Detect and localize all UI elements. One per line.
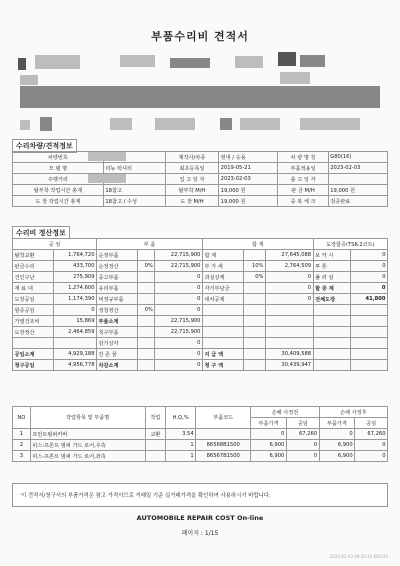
- settlement-section-title: 수리비 정산정보: [12, 226, 70, 240]
- settlement-value: 0: [155, 272, 203, 283]
- settlement-label: [202, 338, 243, 349]
- redacted-block: [235, 56, 263, 68]
- settlement-value: 0%: [244, 272, 266, 283]
- settlement-label: 도장공임: [13, 294, 54, 305]
- vehicle-field-label: 판 금 M/H: [278, 185, 328, 196]
- settlement-value: 0: [155, 360, 203, 371]
- parts-header-cell: 작업: [145, 407, 166, 429]
- parts-cell: [196, 429, 251, 440]
- settlement-label: 판금수리: [13, 261, 54, 272]
- vehicle-field-value: 현대 / 승용: [219, 152, 278, 163]
- settlement-row: [13, 250, 388, 261]
- settlement-value: [138, 272, 155, 283]
- settlement-label: 순정정산: [97, 261, 138, 272]
- vehicle-row: [13, 163, 388, 174]
- parts-cell: 1: [166, 451, 196, 462]
- settlement-value: 0: [350, 261, 387, 272]
- parts-cell: 1: [13, 429, 31, 440]
- redacted-block: [18, 58, 26, 70]
- price-notice: 이 견적서/청구서의 부품가격은 참고 가격이므로 거래일 기준 실거래가격을 확인하여 사용하시기 바랍니다.: [12, 483, 388, 507]
- settlement-label: 청구부품: [97, 327, 138, 338]
- parts-cell: 0: [286, 451, 319, 462]
- parts-cell: 1: [166, 440, 196, 451]
- vehicle-field-value: 2019-05-21: [219, 163, 278, 174]
- parts-subheader-cell: 공임: [355, 418, 388, 429]
- settlement-value: [54, 338, 97, 349]
- settlement-label: 풀 러 심: [313, 272, 350, 283]
- vehicle-field-label: 중 복 체 크: [278, 196, 328, 207]
- settlement-label: 청구공임: [13, 360, 54, 371]
- settlement-value: 433,700: [54, 261, 97, 272]
- settlement-value: 30,409,588: [265, 349, 313, 360]
- vehicle-field-label: 탈부착 M/H: [165, 185, 218, 196]
- settlement-row: [13, 327, 388, 338]
- redacted-block: [240, 118, 280, 130]
- vehicle-field-label: 부품적용일: [278, 163, 328, 174]
- print-timestamp: 2023-02-03 09:30:10 KIDS42: [329, 554, 388, 559]
- settlement-label: 감가상각: [97, 338, 138, 349]
- settlement-label: 합 계: [202, 250, 243, 261]
- settlement-value: [138, 316, 155, 327]
- redacted-mileage: [88, 174, 126, 183]
- parts-cell: 86567B1500: [196, 451, 251, 462]
- parts-cell: 3.54: [166, 429, 196, 440]
- settlement-label: 가열건조비: [13, 316, 54, 327]
- redacted-block: [220, 118, 232, 130]
- parts-cell: 0: [251, 429, 287, 440]
- settlement-value: 41,800: [350, 294, 387, 305]
- parts-cell: 프런트범퍼커버: [30, 429, 145, 440]
- vehicle-row: [13, 174, 388, 185]
- vehicle-field-value: [328, 174, 387, 185]
- parts-cell: 교환: [145, 429, 166, 440]
- settlement-value: [350, 305, 387, 316]
- settlement-value: 0: [155, 338, 203, 349]
- settlement-value: [244, 250, 266, 261]
- settlement-value: [138, 327, 155, 338]
- settlement-value: 275,909: [54, 272, 97, 283]
- settlement-value: [138, 338, 155, 349]
- redacted-block: [280, 72, 310, 84]
- settlement-label: [313, 360, 350, 371]
- parts-header-cell: 손해 사정전: [251, 407, 319, 418]
- settlement-value: [350, 338, 387, 349]
- vehicle-field-value: 더뉴 럭셔리: [103, 163, 165, 174]
- settlement-label: 지 급 액: [202, 349, 243, 360]
- vehicle-field-value: 2023-02-03: [219, 174, 278, 185]
- settlement-value: 22,715,900: [155, 327, 203, 338]
- redacted-block: [120, 55, 155, 67]
- dojang-header: 도장합증(TSK-2코트): [313, 239, 387, 250]
- settlement-table: [12, 238, 388, 371]
- settlement-value: [244, 349, 266, 360]
- settlement-label: [202, 316, 243, 327]
- settlement-value: 0%: [138, 261, 155, 272]
- settlement-label: [13, 338, 54, 349]
- settlement-value: [350, 327, 387, 338]
- settlement-value: [350, 316, 387, 327]
- settlement-label: 부품소계: [97, 316, 138, 327]
- parts-subheader-cell: 공임: [286, 418, 319, 429]
- settlement-value: 0%: [138, 305, 155, 316]
- settlement-label: 과실상계: [202, 272, 243, 283]
- footer-title: AUTOMOBILE REPAIR COST On-line: [136, 514, 264, 522]
- parts-header-cell: 부품코드: [196, 407, 251, 429]
- settlement-value: 10%: [244, 261, 266, 272]
- settlement-label: 재 료 대: [13, 283, 54, 294]
- parts-cell: 피스-프론트 범퍼 가드 로어,좌측: [30, 451, 145, 462]
- settlement-value: 0: [350, 283, 387, 294]
- parts-row: [13, 440, 388, 451]
- redacted-block: [278, 52, 296, 66]
- vehicle-field-value: 19,000 원: [328, 185, 387, 196]
- redacted-block: [40, 117, 52, 131]
- settlement-label: 대차공제: [202, 294, 243, 305]
- vehicle-row: [13, 152, 388, 163]
- vehicle-field-label: 도 장 작업시간 총계: [13, 196, 104, 207]
- settlement-label: 청 구 액: [202, 360, 243, 371]
- settlement-label: [313, 305, 350, 316]
- settlement-label: 할 증 계: [313, 283, 350, 294]
- parts-subheader-cell: 부품가격: [251, 418, 287, 429]
- settlement-value: [350, 360, 387, 371]
- vehicle-field-label: 최초등록일: [165, 163, 218, 174]
- settlement-value: 0: [350, 250, 387, 261]
- settlement-value: 22,715,900: [155, 261, 203, 272]
- settlement-label: 건인구난: [13, 272, 54, 283]
- vehicle-field-label: 모 델 명: [13, 163, 104, 174]
- parts-cell: 0: [355, 451, 388, 462]
- vehicle-row: [13, 196, 388, 207]
- parts-cell: 6,900: [319, 440, 355, 451]
- settlement-value: [244, 316, 266, 327]
- redacted-block: [20, 75, 38, 85]
- settlement-label: [313, 349, 350, 360]
- settlement-label: 차감소계: [97, 360, 138, 371]
- settlement-value: 2,464,859: [54, 327, 97, 338]
- settlement-value: 0: [155, 349, 203, 360]
- settlement-value: 0: [155, 294, 203, 305]
- redacted-block: [300, 55, 325, 67]
- vehicle-field-label: 차량번호: [13, 152, 104, 163]
- vehicle-field-label: 도 장 M/H: [165, 196, 218, 207]
- settlement-label: [313, 316, 350, 327]
- settlement-label: [313, 327, 350, 338]
- vehicle-field-value: 검증완료: [328, 196, 387, 207]
- parts-cell: 3: [13, 451, 31, 462]
- settlement-value: [265, 338, 313, 349]
- vehicle-field-value: 19,000 원: [219, 196, 278, 207]
- parts-cell: 6,900: [251, 451, 287, 462]
- settlement-value: 0: [155, 305, 203, 316]
- settlement-row: [13, 316, 388, 327]
- settlement-value: 0: [350, 272, 387, 283]
- gongim-header: 공 임: [13, 239, 97, 250]
- vehicle-field-label: 제작사/차종: [165, 152, 218, 163]
- settlement-value: 0: [54, 305, 97, 316]
- redacted-block: [300, 118, 360, 130]
- vehicle-section-title: 수리차량/견적정보: [12, 139, 77, 153]
- settlement-row: [13, 294, 388, 305]
- settlement-value: [350, 349, 387, 360]
- vehicle-field-label: 주행거리: [13, 174, 104, 185]
- settlement-value: 0: [265, 272, 313, 283]
- parts-row: [13, 429, 388, 440]
- vehicle-field-value: 18참고 / 수성: [103, 196, 165, 207]
- vehicle-field-value: 19,000 원: [219, 185, 278, 196]
- parts-cell: 2: [13, 440, 31, 451]
- vehicle-field-value: G80(16): [328, 152, 387, 163]
- settlement-value: [138, 283, 155, 294]
- bupum-header: 부 품: [97, 239, 203, 250]
- parts-cell: 0: [355, 440, 388, 451]
- settlement-value: 2,764,509: [265, 261, 313, 272]
- settlement-value: [138, 349, 155, 360]
- vehicle-row: [13, 185, 388, 196]
- document-title: 부품수리비 견적서: [151, 30, 249, 43]
- parts-cell: 86568B1500: [196, 440, 251, 451]
- settlement-value: 15,869: [54, 316, 97, 327]
- redacted-block: [110, 118, 132, 130]
- redacted-block: [35, 55, 80, 69]
- redacted-block: [20, 120, 30, 130]
- parts-cell: 67,260: [355, 429, 388, 440]
- settlement-label: 공임소계: [13, 349, 54, 360]
- parts-cell: 0: [319, 429, 355, 440]
- settlement-value: [244, 283, 266, 294]
- settlement-row: [13, 338, 388, 349]
- settlement-label: 잔 존 물: [97, 349, 138, 360]
- settlement-value: [138, 360, 155, 371]
- settlement-value: 1,764,720: [54, 250, 97, 261]
- settlement-row: [13, 360, 388, 371]
- settlement-label: 유리부품: [97, 283, 138, 294]
- settlement-label: [202, 305, 243, 316]
- settlement-value: 0: [155, 283, 203, 294]
- settlement-label: 비정규부품: [97, 294, 138, 305]
- vehicle-field-label: 탈부착 작업시간 총계: [13, 185, 104, 196]
- settlement-label: 도장정산: [13, 327, 54, 338]
- settlement-value: 4,929,188: [54, 349, 97, 360]
- vehicle-info-table: [12, 151, 388, 207]
- redacted-block: [155, 118, 195, 130]
- settlement-label: [202, 327, 243, 338]
- settlement-value: [265, 305, 313, 316]
- parts-header-cell: 작업항목 및 부품명: [30, 407, 145, 429]
- parts-row: [13, 451, 388, 462]
- settlement-label: 부 가 세: [202, 261, 243, 272]
- settlement-row: [13, 349, 388, 360]
- settlement-label: 전체도장: [313, 294, 350, 305]
- parts-cell: 67,260: [286, 429, 319, 440]
- settlement-row: [13, 272, 388, 283]
- page-number: 페이지 : 1/15: [181, 530, 219, 537]
- parts-header-cell: 손해 사정후: [319, 407, 387, 418]
- settlement-value: [265, 327, 313, 338]
- vehicle-field-label: 차 량 명 칭: [278, 152, 328, 163]
- parts-cell: [145, 440, 166, 451]
- vehicle-field-label: 출 고 일 자: [278, 174, 328, 185]
- settlement-label: 보 카 시: [313, 250, 350, 261]
- vehicle-field-value: 2023-02-03: [328, 163, 387, 174]
- settlement-value: 0: [265, 283, 313, 294]
- settlement-value: 0: [265, 294, 313, 305]
- settlement-label: 투 톤: [313, 261, 350, 272]
- settlement-value: [138, 294, 155, 305]
- settlement-value: 22,715,900: [155, 316, 203, 327]
- redacted-block: [170, 58, 210, 68]
- settlement-label: [313, 338, 350, 349]
- settlement-value: [244, 360, 266, 371]
- settlement-value: 22,715,900: [155, 250, 203, 261]
- settlement-row: [13, 261, 388, 272]
- settlement-value: [138, 250, 155, 261]
- settlement-value: [244, 294, 266, 305]
- settlement-value: [244, 327, 266, 338]
- settlement-label: 할증공임: [13, 305, 54, 316]
- parts-cell: 6,900: [319, 451, 355, 462]
- settlement-label: 탈착교환: [13, 250, 54, 261]
- settlement-value: [244, 338, 266, 349]
- settlement-row: [13, 305, 388, 316]
- settlement-value: 4,956,778: [54, 360, 97, 371]
- settlement-label: 순정부품: [97, 250, 138, 261]
- settlement-label: 자기부담금: [202, 283, 243, 294]
- settlement-value: [244, 305, 266, 316]
- settlement-value: [265, 316, 313, 327]
- parts-cell: 피스-프론트 범퍼 가드 로어,우측: [30, 440, 145, 451]
- settlement-value: 1,174,390: [54, 294, 97, 305]
- hapgye-header: 합 계: [202, 239, 313, 250]
- parts-header-cell: H,Q,%: [166, 407, 196, 429]
- parts-header-cell: NO: [13, 407, 31, 429]
- redacted-block: [20, 86, 380, 108]
- settlement-value: 1,274,600: [54, 283, 97, 294]
- parts-cell: [145, 451, 166, 462]
- parts-cell: 0: [286, 440, 319, 451]
- parts-subheader-cell: 부품가격: [319, 418, 355, 429]
- parts-table: [12, 406, 388, 462]
- settlement-value: 27,645,088: [265, 250, 313, 261]
- vehicle-field-value: 18참고: [103, 185, 165, 196]
- settlement-label: 정청정산: [97, 305, 138, 316]
- settlement-label: 중고부품: [97, 272, 138, 283]
- redacted-plate: [88, 152, 126, 161]
- parts-header-row: [13, 407, 388, 418]
- parts-cell: 6,900: [251, 440, 287, 451]
- settlement-value: 30,439,947: [265, 360, 313, 371]
- settlement-row: [13, 283, 388, 294]
- vehicle-field-label: 입 고 일 자: [165, 174, 218, 185]
